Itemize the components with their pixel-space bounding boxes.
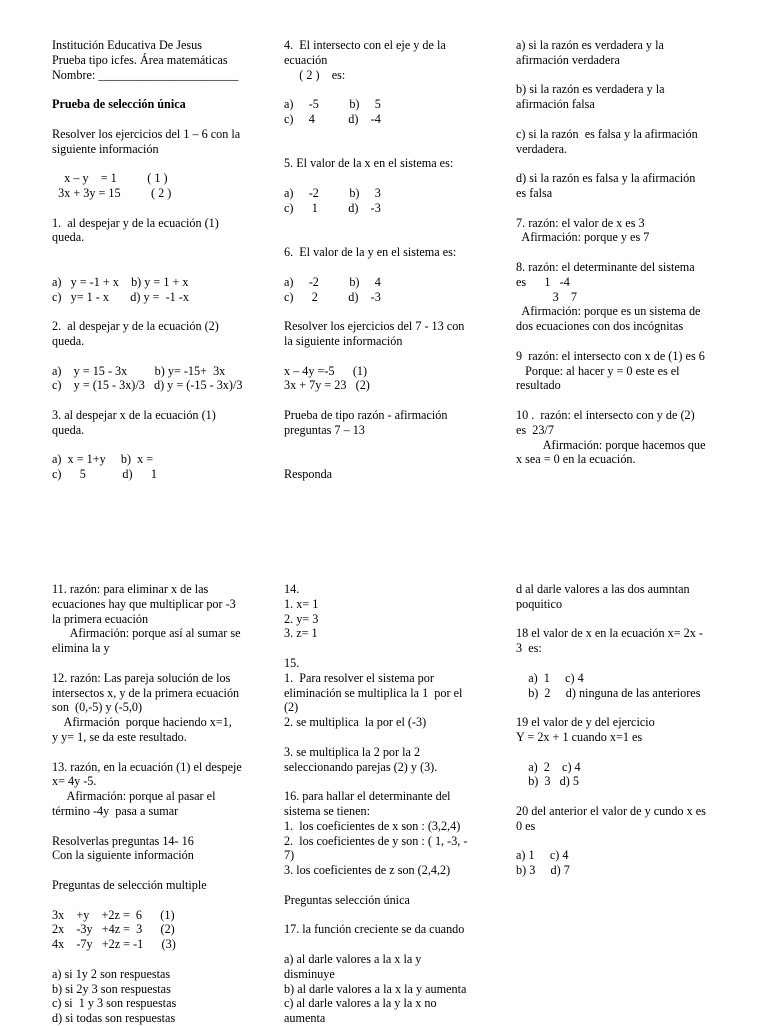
text-line: 11. razón: para eliminar x de las <box>52 582 209 596</box>
text-line: 17. la función creciente se da cuando <box>284 922 465 937</box>
text-line: 3x + 7y = 23 (2) <box>284 378 370 393</box>
text-line <box>516 834 726 849</box>
name-field-label: Nombre: _______________________ <box>52 67 239 82</box>
text-line: 3 7 <box>516 289 577 304</box>
text-line: 1. al despejar y de la ecuación (1) <box>52 215 219 230</box>
text-line <box>516 700 726 715</box>
text-line: a) si la razón es verdadera y la <box>516 38 664 52</box>
text-line: 5. El valor de la x en el sistema es: <box>284 156 454 171</box>
text-line: y y= 1, se da este resultado. <box>52 729 187 744</box>
text-line: Porque: al hacer y = 0 este es el <box>516 363 680 378</box>
text-line: b) si 2y 3 son respuestas <box>52 981 171 996</box>
text-line: c) 2 d) -3 <box>284 289 381 304</box>
text-line: a) x = 1+y b) x = <box>52 452 154 467</box>
text-line: aumenta <box>284 1011 326 1026</box>
text-line <box>284 304 494 319</box>
text-line: b) 2 d) ninguna de las anteriores <box>516 685 701 700</box>
text-line <box>284 260 494 275</box>
text-line: b) si la razón es verdadera y la <box>516 82 665 97</box>
text-line: 15. <box>284 655 300 670</box>
text-line: 20 del anterior el valor de y cundo x es <box>516 803 706 818</box>
text-line <box>52 260 262 275</box>
text-line: 10 . razón: el intersecto con y de (2) <box>516 407 695 422</box>
column-1-top <box>52 38 262 482</box>
text-line <box>284 878 494 893</box>
text-line: 7) <box>284 848 295 863</box>
text-line: a) si 1y 2 son respuestas <box>52 966 171 981</box>
text-line: 2. al despejar y de la ecuación (2) <box>52 319 219 334</box>
text-line: 19 el valor de y del ejercicio <box>516 715 655 730</box>
text-line: 3x +y +2z = 6 (1) <box>52 907 175 922</box>
text-line: c) al darle valores a la y la x no <box>284 996 437 1011</box>
institution-name: Institución Educativa De Jesus <box>52 38 202 52</box>
text-line: la primera ecuación <box>52 611 149 626</box>
text-line: 3 es: <box>516 641 542 656</box>
test-type: Prueba tipo icfes. Área matemáticas <box>52 52 228 67</box>
text-line: 16. para hallar el determinante del <box>284 789 451 804</box>
column-3-top <box>516 38 726 467</box>
text-line: c) si 1 y 3 son respuestas <box>52 996 177 1011</box>
text-line <box>52 245 262 260</box>
text-line: c) 1 d) -3 <box>284 200 381 215</box>
text-line: es falsa <box>516 185 553 200</box>
text-line <box>52 656 262 671</box>
text-line: c) y = (15 - 3x)/3 d) y = (-15 - 3x)/3 <box>52 378 243 393</box>
text-line <box>284 171 494 186</box>
text-line: b) 3 d) 7 <box>516 863 570 878</box>
text-line <box>284 641 494 656</box>
text-line: a) 1 c) 4 <box>516 670 584 685</box>
text-line: son (0,-5) y (-5,0) <box>52 700 143 715</box>
text-line: a) 1 c) 4 <box>516 848 569 863</box>
text-line: queda. <box>52 422 85 437</box>
text-line <box>516 334 726 349</box>
text-line: sistema se tienen: <box>284 803 370 818</box>
text-line <box>52 201 262 216</box>
text-line: Responda <box>284 467 333 482</box>
text-line: es 1 -4 <box>516 274 570 289</box>
text-line: elimina la y <box>52 641 110 656</box>
text-line: 1. Para resolver el sistema por <box>284 670 434 685</box>
text-line <box>284 82 494 97</box>
text-line <box>284 908 494 923</box>
text-line: 2. se multiplica la por el (-3) <box>284 715 427 730</box>
text-line <box>52 893 262 908</box>
column-2-bottom <box>284 582 494 1026</box>
text-line: siguiente información <box>52 141 159 156</box>
text-line: Con la siguiente información <box>52 848 194 863</box>
text-line: queda. <box>52 333 85 348</box>
text-line: Resolver los ejercicios del 1 – 6 con la <box>52 126 241 141</box>
text-line: x – 4y =-5 (1) <box>284 363 368 378</box>
text-line: 3. al despejar x de la ecuación (1) <box>52 407 216 422</box>
text-line: 3x + 3y = 15 ( 2 ) <box>52 185 172 200</box>
text-line: 8. razón: el determinante del sistema <box>516 259 695 274</box>
text-line <box>516 656 726 671</box>
text-line: 2. y= 3 <box>284 611 319 626</box>
text-line <box>284 730 494 745</box>
text-line: Y = 2x + 1 cuando x=1 es <box>516 729 643 744</box>
text-line: intersectos x, y de la primera ecuación <box>52 685 240 700</box>
text-line: Prueba de tipo razón - afirmación <box>284 407 448 422</box>
text-line: verdadera. <box>516 141 568 156</box>
text-line <box>52 438 262 453</box>
text-line: 14. <box>284 582 300 596</box>
text-line <box>52 112 262 127</box>
text-line: ecuaciones hay que multiplicar por -3 <box>52 596 236 611</box>
text-line: x sea = 0 en la ecuación. <box>516 452 636 467</box>
text-line: 3. los coeficientes de z son (2,4,2) <box>284 863 451 878</box>
text-line <box>284 127 494 142</box>
text-line <box>516 612 726 627</box>
text-line <box>284 216 494 231</box>
text-line <box>516 68 726 83</box>
text-line: 2x -3y +4z = 3 (2) <box>52 922 175 937</box>
text-line: 4. El intersecto con el eje y de la <box>284 38 446 52</box>
text-line <box>516 245 726 260</box>
text-line: 9 razón: el intersecto con x de (1) es 6 <box>516 348 705 363</box>
text-line: a) -5 b) 5 <box>284 97 381 112</box>
text-line: a) al darle valores a la x la y <box>284 951 422 966</box>
text-line: poquitico <box>516 596 563 611</box>
text-line: ( 2 ) es: <box>284 67 346 82</box>
text-line: 3. se multiplica la 2 por la 2 <box>284 744 421 759</box>
text-line: Resolverlas preguntas 14- 16 <box>52 833 194 848</box>
text-line: seleccionando parejas (2) y (3). <box>284 759 438 774</box>
text-line: 0 es <box>516 818 536 833</box>
text-line: queda. <box>52 230 85 245</box>
text-line: d) si la razón es falsa y la afirmación <box>516 171 696 186</box>
text-line <box>284 349 494 364</box>
text-line: afirmación falsa <box>516 97 595 112</box>
text-line: 4x -7y +2z = -1 (3) <box>52 937 176 952</box>
text-line: dos ecuaciones con dos incógnitas <box>516 319 684 334</box>
text-line <box>52 304 262 319</box>
text-line: disminuye <box>284 966 335 981</box>
text-line: c) si la razón es falsa y la afirmación <box>516 126 698 141</box>
text-line: 13. razón, en la ecuación (1) el despeje <box>52 759 242 774</box>
text-line <box>516 745 726 760</box>
text-line: b) al darle valores a la x la y aumenta <box>284 981 467 996</box>
text-line <box>516 789 726 804</box>
text-line: 3. z= 1 <box>284 626 318 641</box>
text-line <box>52 156 262 171</box>
text-line: afirmación verdadera <box>516 52 620 67</box>
text-line <box>284 393 494 408</box>
text-line: x= 4y -5. <box>52 774 97 789</box>
text-line <box>52 82 262 97</box>
text-line: eliminación se multiplica la 1 por el <box>284 685 463 700</box>
text-line: 1. x= 1 <box>284 596 319 611</box>
text-line: Preguntas de selección multiple <box>52 877 207 892</box>
text-line <box>516 112 726 127</box>
text-line <box>284 230 494 245</box>
text-line: Afirmación: porque así al sumar se <box>52 626 241 641</box>
text-line: d al darle valores a las dos aumntan <box>516 582 690 596</box>
text-line: Preguntas selección única <box>284 892 410 907</box>
column-1-bottom <box>52 582 262 1026</box>
text-line: a) -2 b) 3 <box>284 185 381 200</box>
text-line: preguntas 7 – 13 <box>284 422 365 437</box>
text-line: Afirmación: porque es un sistema de <box>516 304 701 319</box>
text-line <box>52 745 262 760</box>
section-heading: Prueba de selección única <box>52 97 186 112</box>
text-line: 2. los coeficientes de y son : ( 1, -3, - <box>284 833 468 848</box>
text-line: Afirmación: porque hacemos que <box>516 437 706 452</box>
text-line <box>52 863 262 878</box>
text-line: la siguiente información <box>284 333 403 348</box>
text-line: c) 5 d) 1 <box>52 467 157 482</box>
text-line: 6. El valor de la y en el sistema es: <box>284 245 457 260</box>
text-line <box>516 393 726 408</box>
text-line <box>516 201 726 216</box>
text-line: ecuación <box>284 52 328 67</box>
text-line: a) -2 b) 4 <box>284 274 381 289</box>
text-line: d) si todas son respuestas <box>52 1011 176 1026</box>
text-line <box>284 774 494 789</box>
text-line <box>284 452 494 467</box>
text-line: resultado <box>516 378 561 393</box>
text-line: es 23/7 <box>516 422 554 437</box>
text-line: a) y = 15 - 3x b) y= -15+ 3x <box>52 363 226 378</box>
text-line: c) y= 1 - x d) y = -1 -x <box>52 289 189 304</box>
text-line: a) 2 c) 4 <box>516 759 581 774</box>
text-line: Afirmación: porque y es 7 <box>516 230 650 245</box>
text-line: 12. razón: Las pareja solución de los <box>52 670 231 685</box>
text-line: término -4y pasa a sumar <box>52 803 179 818</box>
text-line <box>516 156 726 171</box>
text-line <box>52 393 262 408</box>
text-line: (2) <box>284 700 299 715</box>
text-line: b) 3 d) 5 <box>516 774 579 789</box>
text-line <box>52 819 262 834</box>
text-line: 1. los coeficientes de x son : (3,2,4) <box>284 818 461 833</box>
text-line <box>284 142 494 157</box>
column-3-bottom <box>516 582 726 878</box>
text-line <box>52 349 262 364</box>
text-line: c) 4 d) -4 <box>284 111 381 126</box>
text-line: 7. razón: el valor de x es 3 <box>516 215 645 230</box>
text-line: 18 el valor de x en la ecuación x= 2x - <box>516 626 703 641</box>
column-2-top <box>284 38 494 482</box>
text-line <box>52 952 262 967</box>
text-line <box>284 438 494 453</box>
text-line: Afirmación porque haciendo x=1, <box>52 715 232 730</box>
text-line: a) y = -1 + x b) y = 1 + x <box>52 274 189 289</box>
text-line: Resolver los ejercicios del 7 - 13 con <box>284 319 465 334</box>
text-line: Afirmación: porque al pasar el <box>52 789 216 804</box>
text-line: x – y = 1 ( 1 ) <box>52 171 168 186</box>
text-line <box>284 937 494 952</box>
